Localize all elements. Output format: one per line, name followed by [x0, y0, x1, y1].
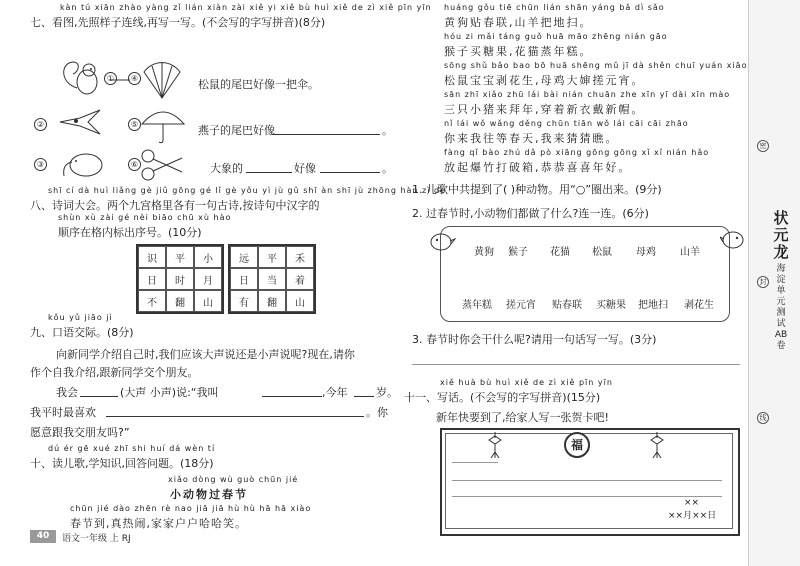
answer-line[interactable] [354, 396, 374, 397]
umbrella-icon [140, 106, 186, 146]
swallow-icon [58, 108, 102, 138]
q7-sentence-3a: 大象的 [210, 162, 243, 175]
grid-cell[interactable]: 远 [230, 246, 258, 268]
q9-para-3b: (大声 小声)说:“我叫 [120, 386, 219, 399]
num-1: ① [104, 72, 117, 85]
q7-title: 七、看图,先照样子连线,再写一写。(不会写的字写拼音)(8分) [30, 16, 326, 29]
q7-sentence-1: 松鼠的尾巴好像一把伞。 [198, 78, 319, 91]
poem-line-6: 放起爆竹打破箱,恭恭喜喜年好。 [444, 161, 632, 174]
knot-ornament-icon [484, 430, 506, 460]
q9-pinyin: kǒu yǔ jiāo jì [48, 313, 113, 322]
animal-6[interactable]: 山羊 [680, 247, 700, 258]
answer-line[interactable] [412, 364, 740, 365]
q7-pinyin: kàn tú xiān zhào yàng zǐ lián xiàn zài xiě yi xiě bù huì xiě de zì xiě pīn yīn [60, 3, 432, 12]
page-number: 40 [30, 530, 56, 543]
poem-line-4-pinyin: sān zhī xiǎo zhū lái bài nián chuān zhe xīn yī dài xīn mào [444, 90, 731, 99]
q8-pinyin-2: shùn xù zài gé nèi biāo chū xù hào [58, 213, 232, 222]
action-2[interactable]: 搓元宵 [506, 300, 536, 311]
num-4: ④ [128, 72, 141, 85]
poem-line-3-pinyin: sōng shǔ bǎo bao bō huā shēng mǔ jī dà shěn chuī yuán xiāo [444, 61, 748, 70]
q11-title: 十一、写话。(不会写的字写拼音)(15分) [404, 391, 601, 404]
question-3: 3. 春节时你会干什么呢?请用一句话写一写。(3分) [412, 333, 657, 346]
grid-cell[interactable]: 有 [230, 290, 258, 312]
card-date: ××月××日 [668, 511, 717, 521]
question-1: 1. 儿歌中共提到了( )种动物。用“○”圈出来。(9分) [412, 183, 662, 196]
poem-line-2: 猴子买糖果,花猫蒸年糕。 [444, 45, 593, 58]
grid-cell[interactable]: 禾 [286, 246, 314, 268]
grid-cell[interactable]: 平 [166, 246, 194, 268]
grid-cell[interactable]: 平 [258, 246, 286, 268]
grid-cell[interactable]: 山 [286, 290, 314, 312]
seal-mark: 密 [757, 140, 769, 152]
card-line[interactable] [452, 496, 722, 497]
q8-title-1: 八、诗词大会。两个九宫格里各有一句古诗,按诗句中汉字的 [30, 199, 320, 212]
grid-cell[interactable]: 着 [286, 268, 314, 290]
q10-title: 十、读儿歌,学知识,回答问题。(18分) [30, 457, 214, 470]
grid-cell[interactable]: 月 [194, 268, 222, 290]
card-signature: ×× [684, 498, 700, 508]
poem-line-5: 你来我往等春天,我来猜猜瞧。 [444, 132, 619, 145]
grid-cell[interactable]: 山 [194, 290, 222, 312]
period: 。 [382, 162, 393, 175]
q9-para-3a: 我会 [56, 386, 78, 399]
q11-pinyin: xiě huà bù huì xiě de zì xiě pīn yīn [440, 378, 613, 387]
squirrel-icon [55, 58, 105, 100]
answer-line[interactable] [320, 172, 380, 173]
sample-connect-line [110, 78, 144, 82]
num-2: ② [34, 118, 47, 131]
poem-line-2-pinyin: hóu zi mǎi táng guǒ huā māo zhēng nián gāo [444, 32, 668, 41]
seal-mark: 封 [757, 276, 769, 288]
knot-ornament-icon [646, 430, 668, 460]
grid-cell[interactable]: 日 [138, 268, 166, 290]
answer-line[interactable] [246, 172, 292, 173]
poem-line-1: 黄狗贴春联,山羊把地扫。 [444, 16, 593, 29]
question-2: 2. 过春节时,小动物们都做了什么?连一连。(6分) [412, 207, 649, 220]
q9-para-3c: ,今年 [322, 386, 348, 399]
num-6: ⑥ [128, 158, 141, 171]
bird-icon [720, 226, 748, 252]
grid-cell[interactable]: 小 [194, 246, 222, 268]
grid-cell[interactable]: 日 [230, 268, 258, 290]
poem-line-4: 三只小猪来拜年,穿着新衣戴新帽。 [444, 103, 645, 116]
num-3: ③ [34, 158, 47, 171]
q9-para-5: 愿意跟我交朋友吗?” [30, 426, 130, 439]
action-6[interactable]: 剥花生 [684, 300, 714, 311]
poem-line-1-pinyin: huáng gǒu tiē chūn lián shān yáng bǎ dì sǎo [444, 3, 665, 12]
poem-line-3: 松鼠宝宝剥花生,母鸡大婶搓元宵。 [444, 74, 645, 87]
fu-character: 福 [564, 432, 590, 458]
num-5: ⑤ [128, 118, 141, 131]
song-line-1-pinyin: chūn jié dào zhēn rè nao jiā jiā hù hù hā hā xiào [70, 504, 312, 513]
action-1[interactable]: 蒸年糕 [462, 300, 492, 311]
q9-para-4b: 。你 [366, 406, 388, 419]
grid-cell[interactable]: 识 [138, 246, 166, 268]
bird-icon [426, 228, 456, 254]
song-title-pinyin: xiǎo dòng wù guò chūn jié [168, 475, 299, 484]
q7-sentence-2: 燕子的尾巴好像 [198, 124, 275, 137]
nine-grid-2[interactable] [228, 244, 316, 314]
animal-2[interactable]: 猴子 [508, 247, 528, 258]
grid-cell[interactable]: 翻 [166, 290, 194, 312]
grid-cell[interactable]: 时 [166, 268, 194, 290]
q10-pinyin: dú ér gē xué zhī shi huí dá wèn tí [48, 444, 216, 453]
poem-line-5-pinyin: nǐ lái wǒ wǎng děng chūn tiān wǒ lái cāi cāi zhāo [444, 119, 689, 128]
animal-4[interactable]: 松鼠 [592, 247, 612, 258]
q9-para-3d: 岁。 [376, 386, 398, 399]
action-5[interactable]: 把地扫 [638, 300, 668, 311]
fan-icon [140, 58, 184, 102]
q9-para-4a: 我平时最喜欢 [30, 406, 96, 419]
grid-cell[interactable]: 当 [258, 268, 286, 290]
q8-title-2: 顺序在格内标出序号。(10分) [58, 226, 202, 239]
grid-cell[interactable]: 翻 [258, 290, 286, 312]
brand-logo: 状元龙 [773, 209, 789, 261]
answer-line[interactable] [262, 396, 322, 397]
answer-line[interactable] [80, 396, 118, 397]
action-3[interactable]: 贴春联 [552, 300, 582, 311]
action-4[interactable]: 买糖果 [596, 300, 626, 311]
q11-prompt: 新年快要到了,给家人写一张贺卡吧! [436, 411, 609, 424]
song-line-1: 春节到,真热闹,家家户户哈哈笑。 [70, 517, 247, 530]
q9-para-1: 向新同学介绍自己时,我们应该大声说还是小声说呢?现在,请你 [56, 348, 355, 361]
scissors-icon [140, 148, 184, 182]
card-line[interactable] [452, 480, 722, 481]
answer-line[interactable] [106, 416, 364, 417]
card-line[interactable] [452, 462, 498, 463]
nine-grid-1[interactable] [136, 244, 224, 314]
q9-title: 九、口语交际。(8分) [30, 326, 134, 339]
q8-pinyin-1: shī cí dà huì liǎng gè jiǔ gōng gé lǐ gè yǒu yì jù gǔ shī àn shī jù zhōng hàn zì de [48, 186, 447, 195]
poem-line-6-pinyin: fàng qǐ bào zhú dǎ pò xiāng gōng gōng xǐ xǐ nián hǎo [444, 148, 710, 157]
period: 。 [382, 124, 393, 137]
animal-3[interactable]: 花猫 [550, 247, 570, 258]
elephant-icon [58, 150, 108, 180]
series-title: 海淀单元测试AB卷 [774, 264, 788, 351]
q7-sentence-3b: 好像 [294, 162, 316, 175]
q9-para-2: 作个自我介绍,跟新同学交个朋友。 [30, 366, 199, 379]
book-label: 语文一年级 上 RJ [62, 534, 131, 544]
grid-cell[interactable]: 不 [138, 290, 166, 312]
animal-1[interactable]: 黄狗 [474, 247, 494, 258]
seal-mark: 线 [757, 412, 769, 424]
song-title: 小动物过春节 [170, 488, 248, 501]
answer-line[interactable] [272, 134, 380, 135]
animal-5[interactable]: 母鸡 [636, 247, 656, 258]
